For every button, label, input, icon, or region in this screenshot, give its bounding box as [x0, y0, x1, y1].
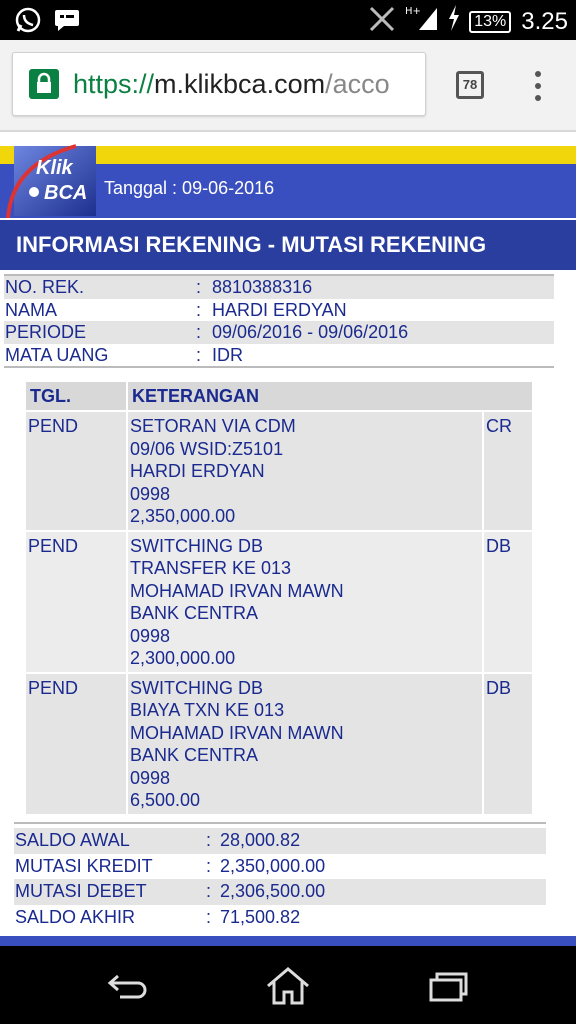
account-row: [4, 321, 554, 344]
row-date: PEND: [26, 532, 126, 672]
network-label: H+: [405, 6, 422, 17]
column-header-description: KETERANGAN: [128, 382, 532, 410]
description-line: BIAYA TXN KE 013: [130, 700, 285, 720]
row-type: CR: [484, 412, 532, 530]
tab-switcher-icon[interactable]: 78: [456, 71, 484, 99]
summary-row: [14, 854, 546, 880]
overflow-menu-icon[interactable]: [528, 68, 548, 104]
address-bar[interactable]: [12, 52, 426, 116]
table-row: [26, 412, 532, 530]
battery-indicator: 13%: [469, 11, 511, 33]
separator: :: [196, 344, 202, 365]
url-text[interactable]: [73, 69, 390, 100]
account-value: 09/06/2016 - 09/06/2016: [212, 322, 409, 342]
logo-text-klik: Klik: [36, 157, 73, 179]
row-type: DB: [484, 532, 532, 672]
browser-toolbar: [0, 40, 576, 132]
url-host: m.klikbca.com: [154, 68, 326, 99]
lock-icon[interactable]: [29, 69, 59, 99]
description-line: SWITCHING DB: [130, 535, 263, 556]
account-label: NO. REK.: [5, 277, 85, 297]
row-type: DB: [484, 674, 532, 814]
separator: :: [206, 906, 212, 927]
description-line: 2,350,000.00: [130, 506, 236, 526]
url-path: /acco: [325, 68, 390, 99]
clock: 3.25: [521, 7, 568, 35]
account-value: IDR: [212, 344, 243, 365]
summary-label: MUTASI DEBET: [15, 881, 147, 901]
account-row: [4, 299, 554, 322]
signal-icon: [405, 4, 439, 39]
account-info: [4, 274, 554, 368]
logo-text-bca: BCA: [44, 182, 88, 204]
separator: :: [206, 855, 212, 876]
account-label: PERIODE: [5, 322, 87, 342]
description-line: 0998: [130, 625, 171, 646]
summary-value: 28,000.82: [220, 830, 301, 850]
balance-summary: [14, 822, 546, 930]
description-line: HARDI ERDYAN: [130, 461, 265, 481]
no-signal-icon: [367, 4, 397, 39]
back-icon[interactable]: [106, 966, 150, 1006]
summary-row: [14, 905, 546, 931]
table-row: [26, 674, 532, 814]
whatsapp-icon: [14, 6, 42, 39]
date-label: Tanggal : 09-06-2016: [104, 178, 275, 198]
description-line: 6,500.00: [130, 790, 201, 810]
message-icon: [54, 8, 80, 37]
description-line: BANK CENTRA: [130, 745, 259, 765]
description-line: MOHAMAD IRVAN MAWN: [130, 722, 344, 743]
account-row: [4, 276, 554, 299]
separator: :: [196, 277, 202, 297]
status-bar: [0, 0, 576, 40]
url-scheme: https://: [73, 68, 155, 99]
navigation-bar: [0, 946, 576, 1024]
account-row: [4, 344, 554, 367]
summary-label: SALDO AKHIR: [15, 906, 136, 927]
row-date: PEND: [26, 412, 126, 530]
separator: :: [206, 830, 212, 850]
summary-value: 2,350,000.00: [220, 855, 326, 876]
account-value: 8810388316: [212, 277, 313, 297]
description-line: MOHAMAD IRVAN MAWN: [130, 580, 344, 601]
description-line: 0998: [130, 483, 171, 504]
page-header: [0, 134, 576, 270]
description-line: SWITCHING DB: [130, 677, 263, 698]
description-line: SETORAN VIA CDM: [130, 416, 296, 436]
klikbca-logo[interactable]: [6, 144, 98, 218]
description-line: 2,300,000.00: [130, 648, 236, 668]
table-header-row: [26, 382, 532, 410]
row-description: [128, 532, 482, 672]
account-label: MATA UANG: [5, 344, 109, 365]
summary-row: [14, 879, 546, 905]
row-date: PEND: [26, 674, 126, 814]
column-header-date: TGL.: [26, 382, 126, 410]
description-line: TRANSFER KE 013: [130, 558, 292, 578]
account-value: HARDI ERDYAN: [212, 299, 347, 320]
footer-stripe: [0, 936, 576, 946]
summary-row: [14, 828, 546, 854]
separator: :: [196, 322, 202, 342]
mutation-table: [24, 380, 534, 816]
summary-value: 71,500.82: [220, 906, 301, 927]
page-title: INFORMASI REKENING - MUTASI REKENING: [0, 220, 576, 270]
description-line: 09/06 WSID:Z5101: [130, 438, 284, 459]
summary-label: SALDO AWAL: [15, 830, 130, 850]
description-line: BANK CENTRA: [130, 603, 259, 623]
account-label: NAMA: [5, 299, 58, 320]
summary-label: MUTASI KREDIT: [15, 855, 153, 876]
separator: :: [206, 881, 212, 901]
description-line: 0998: [130, 767, 171, 788]
charging-icon: [447, 5, 461, 38]
row-description: [128, 674, 482, 814]
recents-icon[interactable]: [428, 966, 472, 1006]
summary-value: 2,306,500.00: [220, 881, 326, 901]
home-icon[interactable]: [266, 966, 310, 1006]
separator: :: [196, 299, 202, 320]
row-description: [128, 412, 482, 530]
table-row: [26, 532, 532, 672]
